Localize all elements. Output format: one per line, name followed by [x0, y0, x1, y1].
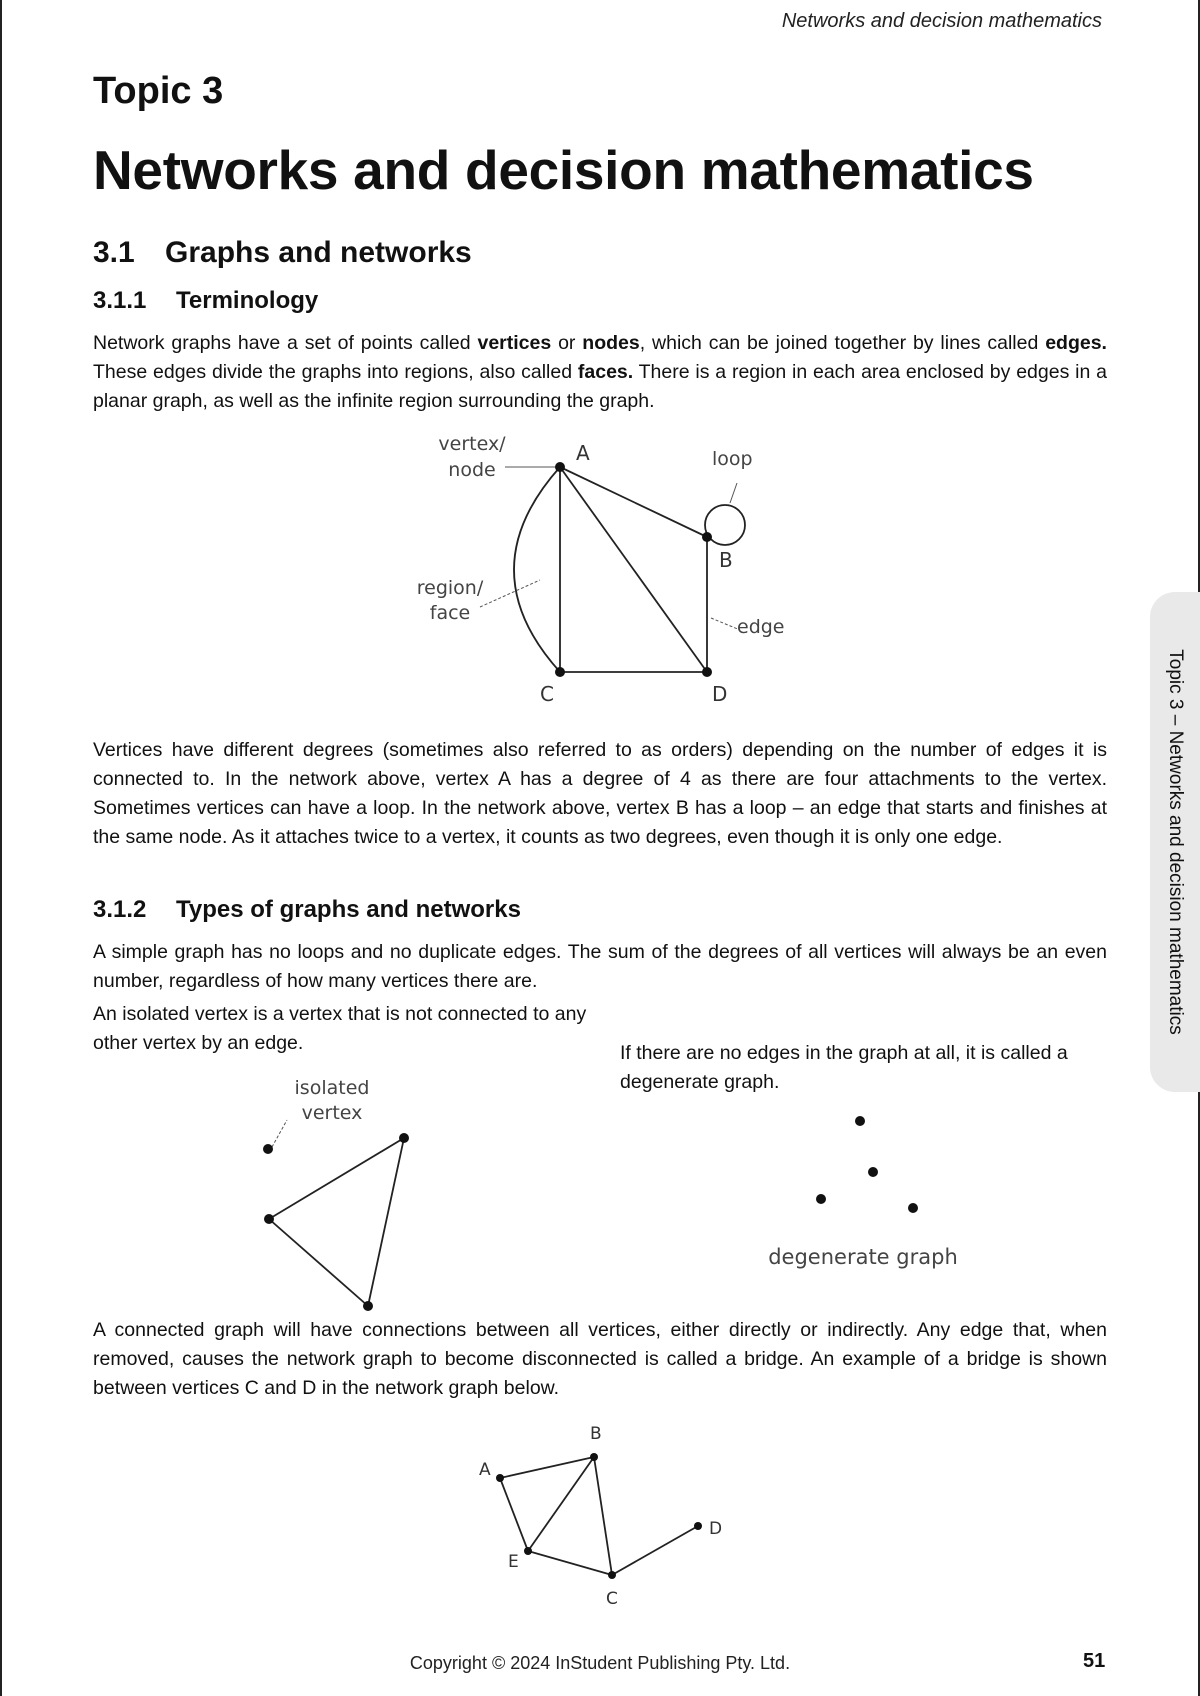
loop-label: loop: [712, 448, 753, 470]
isolated-vertex-dot: [263, 1144, 273, 1154]
chapter-title: Networks and decision mathematics: [93, 139, 1034, 201]
paragraph-terminology: [93, 329, 1107, 416]
bridge-edge-c-d: [612, 1526, 698, 1575]
term-vertices: vertices: [477, 332, 552, 354]
running-header: Networks and decision mathematics: [781, 10, 1102, 32]
pointer-region: [480, 580, 540, 607]
footer-copyright: Copyright © 2024 InStudent Publishing Pty. Ltd.: [409, 1653, 791, 1673]
vertex-c-label: C: [540, 682, 554, 706]
region-face-label-line2: face: [429, 602, 471, 624]
vertex-e-label: E: [508, 1552, 519, 1572]
edge-a-b: [500, 1457, 594, 1478]
vertex-dot: [264, 1214, 274, 1224]
vertex-b-dot: [590, 1453, 598, 1461]
vertex-dot: [363, 1301, 373, 1311]
degenerate-graph-diagram: [740, 1100, 980, 1280]
triangle-edge: [368, 1138, 404, 1306]
subsection-heading-terminology: [93, 287, 318, 315]
degenerate-graph-caption: degenerate graph: [768, 1245, 958, 1269]
edge-e-b: [528, 1457, 594, 1551]
page-left-border: [0, 0, 2, 1696]
vertex-c-dot: [608, 1571, 616, 1579]
vertex-c-label: C: [606, 1589, 618, 1609]
term-edges: edges.: [1045, 332, 1107, 354]
term-faces: faces.: [577, 361, 634, 383]
paragraph-simple-graph: A simple graph has no loops and no duplicate edges. The sum of the degrees of all vertices will always be an even number, regardless of how many vertices there are.: [93, 941, 1107, 992]
subsection-title: Terminology: [176, 287, 319, 314]
section-number: 3.1: [93, 236, 135, 269]
terminology-network-diagram: [380, 420, 800, 720]
subsection-number: 3.1.2: [93, 896, 147, 923]
pointer-isolated: [272, 1120, 287, 1147]
vertex-a-label: A: [479, 1460, 491, 1480]
subsection-title: Types of graphs and networks: [176, 896, 521, 923]
text-run: , which can be joined together by lines called: [639, 332, 1046, 354]
vertex-node-label-line2: node: [448, 459, 496, 481]
page-number: 51: [1083, 1650, 1106, 1672]
vertex-d-dot: [694, 1522, 702, 1530]
edge-b-c: [594, 1457, 612, 1575]
edge-a-e: [500, 1478, 528, 1551]
section-title: Graphs and networks: [165, 236, 472, 269]
vertex-dot: [908, 1203, 918, 1213]
vertex-d-label: D: [712, 682, 728, 706]
vertex-e-dot: [524, 1547, 532, 1555]
triangle-edge: [269, 1138, 404, 1219]
vertex-b-label: B: [590, 1424, 602, 1444]
text-run: These edges divide the graphs into regions, also called: [93, 361, 578, 383]
edge-a-d: [560, 467, 707, 672]
side-tab-label: Topic 3 – Networks and decision mathematics: [1165, 649, 1186, 1035]
vertex-dot: [816, 1194, 826, 1204]
isolated-label-line2: vertex: [301, 1102, 363, 1124]
region-face-label-line1: region/: [416, 577, 484, 599]
vertex-d-dot: [702, 667, 712, 677]
text-run: There is a region in each area enclosed by edges in a planar graph, as well as the infinite region surrounding the graph.: [93, 361, 1107, 412]
edge-a-c-curved: [514, 467, 560, 672]
vertex-a-dot: [555, 462, 565, 472]
text-run: Network graphs have a set of points called: [93, 332, 478, 354]
vertex-dot: [855, 1116, 865, 1126]
vertex-a-dot: [496, 1474, 504, 1482]
vertex-dot: [399, 1133, 409, 1143]
vertex-b-label: B: [719, 548, 733, 572]
edge-e-c: [528, 1551, 612, 1575]
isolated-vertex-diagram: [240, 1065, 420, 1315]
vertex-b-dot: [702, 532, 712, 542]
bridge-network-diagram: [460, 1415, 740, 1615]
vertex-node-label-line1: vertex/: [438, 433, 506, 455]
isolated-label-line1: isolated: [294, 1077, 370, 1099]
edge-label: edge: [737, 616, 785, 638]
edge-a-b: [560, 467, 707, 537]
vertex-a-label: A: [576, 441, 590, 465]
paragraph-isolated-vertex: An isolated vertex is a vertex that is not connected to any other vertex by an edge.: [93, 1003, 587, 1054]
vertex-d-label: D: [709, 1519, 723, 1539]
section-heading: [93, 236, 472, 270]
text-run: or: [551, 332, 583, 354]
vertex-c-dot: [555, 667, 565, 677]
subsection-number: 3.1.1: [93, 287, 147, 314]
paragraph-degenerate-graph: If there are no edges in the graph at all, it is called a degenerate graph.: [620, 1042, 1068, 1093]
paragraph-connected-graph: A connected graph will have connections between all vertices, either directly or indirectly. Any edge that, when removed, causes the network graph to become disconnected is called a bridge. An example of a bridge is shown between vertices C and D in the network graph below.: [93, 1319, 1107, 1399]
subsection-heading-types: [93, 896, 521, 924]
pointer-edge: [711, 618, 740, 630]
topic-label: Topic 3: [93, 70, 224, 112]
paragraph-degrees: Vertices have different degrees (sometimes also referred to as orders) depending on the number of edges it is connected to. In the network above, vertex A has a degree of 4 as there are four attachments to the vertex. Sometimes vertices can have a loop. In the network above, vertex B has a loop – an edge that starts and finishes at the same node. As it attaches twice to a vertex, it counts as two degrees, even though it is only one edge.: [93, 739, 1107, 848]
pointer-loop: [730, 483, 737, 503]
term-nodes: nodes: [582, 332, 640, 354]
triangle-edge: [269, 1219, 368, 1306]
vertex-dot: [868, 1167, 878, 1177]
